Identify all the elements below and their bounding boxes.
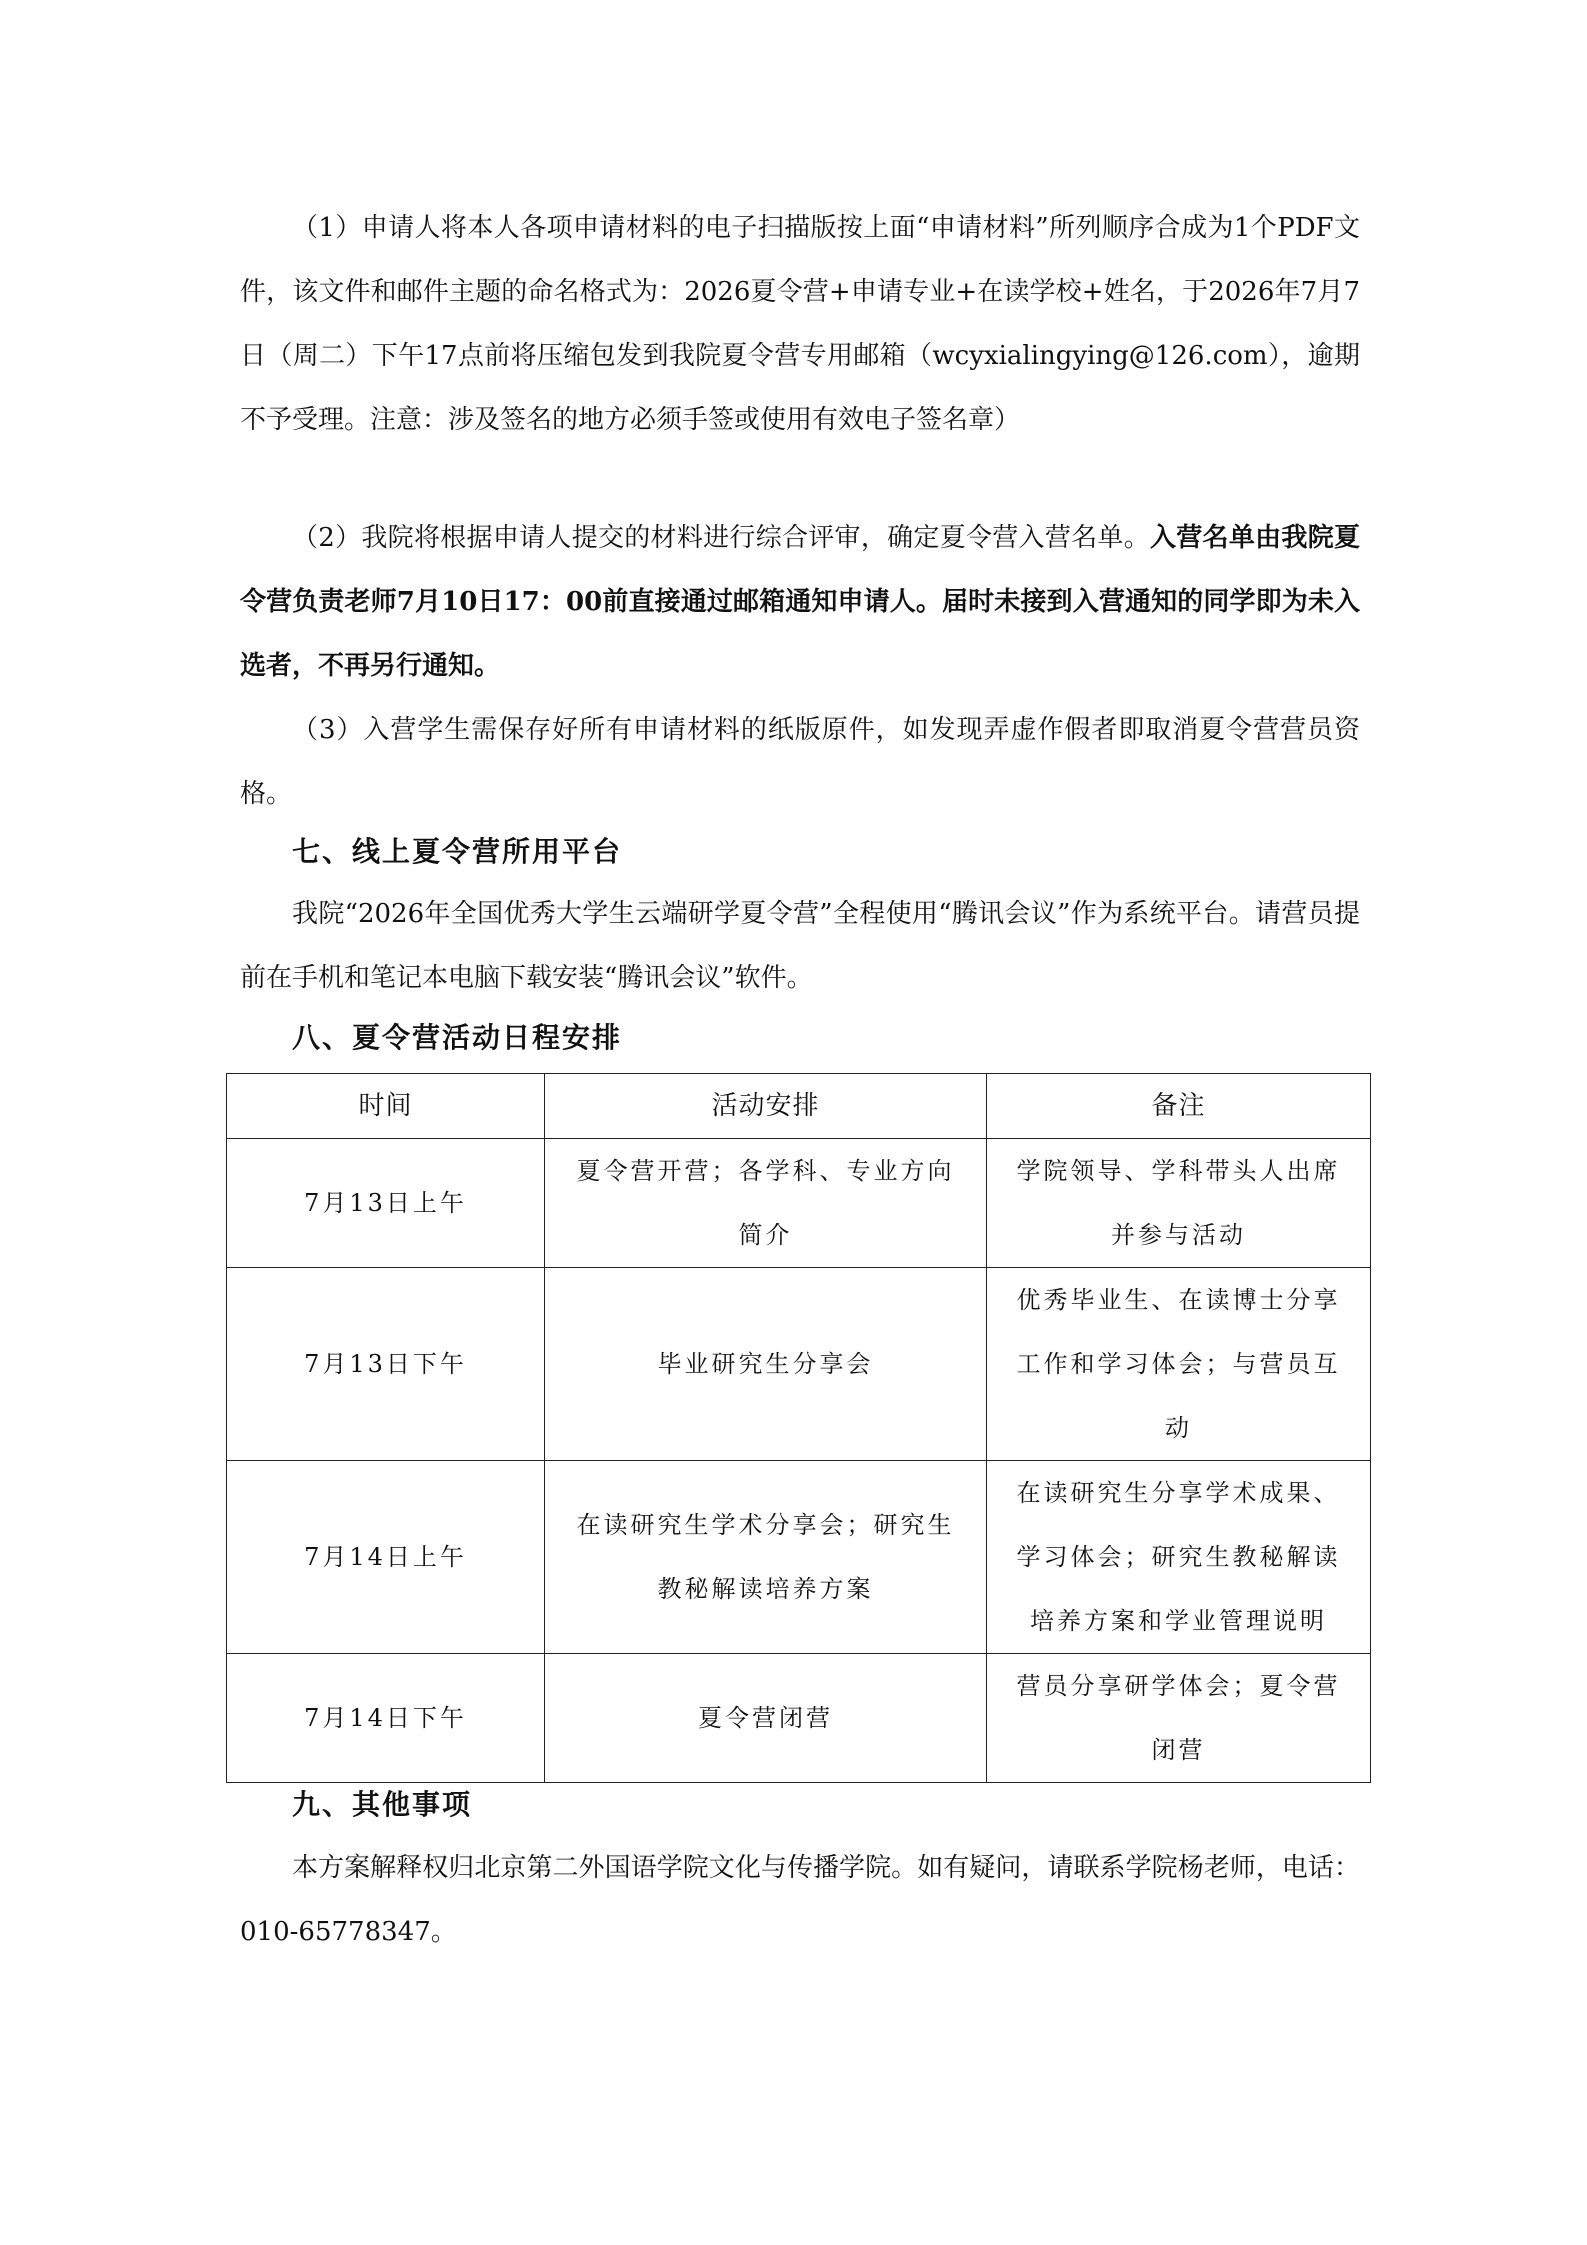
header-activity: 活动安排 [545,1074,987,1139]
paragraph-other [240,1836,1360,1964]
table-row [227,1139,1371,1268]
paragraph-review [240,506,1360,698]
heading-schedule: 八、夏令营活动日程安排 [292,1021,623,1054]
paragraph-originals [240,698,1360,826]
cell-time: 7月13日下午 [227,1268,545,1461]
cell-activity: 夏令营闭营 [545,1654,987,1783]
table-row [227,1268,1371,1461]
paragraph-platform [240,882,1360,1010]
originals-text: （3）入营学生需保存好所有申请材料的纸版原件，如发现弄虚作假者即取消夏令营营员资格。 [240,715,1360,809]
review-notice-bold: 入营名单由我院夏令营负责老师7月10日17：00前直接通过邮箱通知申请人。届时未接到入营通知的同学即为未入选者，不再另行通知。 [240,523,1360,681]
review-text: （2）我院将根据申请人提交的材料进行综合评审，确定夏令营入营名单。 [292,523,1150,553]
cell-note: 在读研究生分享学术成果、学习体会；研究生教秘解读培养方案和学业管理说明 [987,1461,1371,1654]
cell-time: 7月13日上午 [227,1139,545,1268]
platform-text: 我院“2026年全国优秀大学生云端研学夏令营”全程使用“腾讯会议”作为系统平台。请营员提前在手机和笔记本电脑下载安装“腾讯会议”软件。 [240,899,1360,993]
cell-note: 优秀毕业生、在读博士分享工作和学习体会；与营员互动 [987,1268,1371,1461]
cell-activity: 夏令营开营；各学科、专业方向简介 [545,1139,987,1268]
cell-activity: 毕业研究生分享会 [545,1268,987,1461]
cell-note: 学院领导、学科带头人出席并参与活动 [987,1139,1371,1268]
table-row [227,1654,1371,1783]
heading-platform: 七、线上夏令营所用平台 [292,835,623,868]
header-time: 时间 [227,1074,545,1139]
table-row [227,1461,1371,1654]
header-note: 备注 [987,1074,1371,1139]
cell-time: 7月14日上午 [227,1461,545,1654]
heading-other: 九、其他事项 [292,1788,473,1821]
cell-note: 营员分享研学体会；夏令营闭营 [987,1654,1371,1783]
cell-activity: 在读研究生学术分享会；研究生教秘解读培养方案 [545,1461,987,1654]
table-header-row [227,1074,1371,1139]
other-text: 本方案解释权归北京第二外国语学院文化与传播学院。如有疑问，请联系学院杨老师，电话：010-65778347。 [240,1853,1360,1947]
submission-text: （1）申请人将本人各项申请材料的电子扫描版按上面“申请材料”所列顺序合成为1个PDF文件，该文件和邮件主题的命名格式为：2026夏令营+申请专业+在读学校+姓名，于2026年7月7日（周二）下午17点前将压缩包发到我院夏令营专用邮箱（wcyxialingying@126.com），逾期不予受理。注意：涉及签名的地方必须手签或使用有效电子签名章） [240,213,1360,435]
cell-time: 7月14日下午 [227,1654,545,1783]
schedule-table [226,1073,1371,1783]
paragraph-submission [240,196,1360,452]
